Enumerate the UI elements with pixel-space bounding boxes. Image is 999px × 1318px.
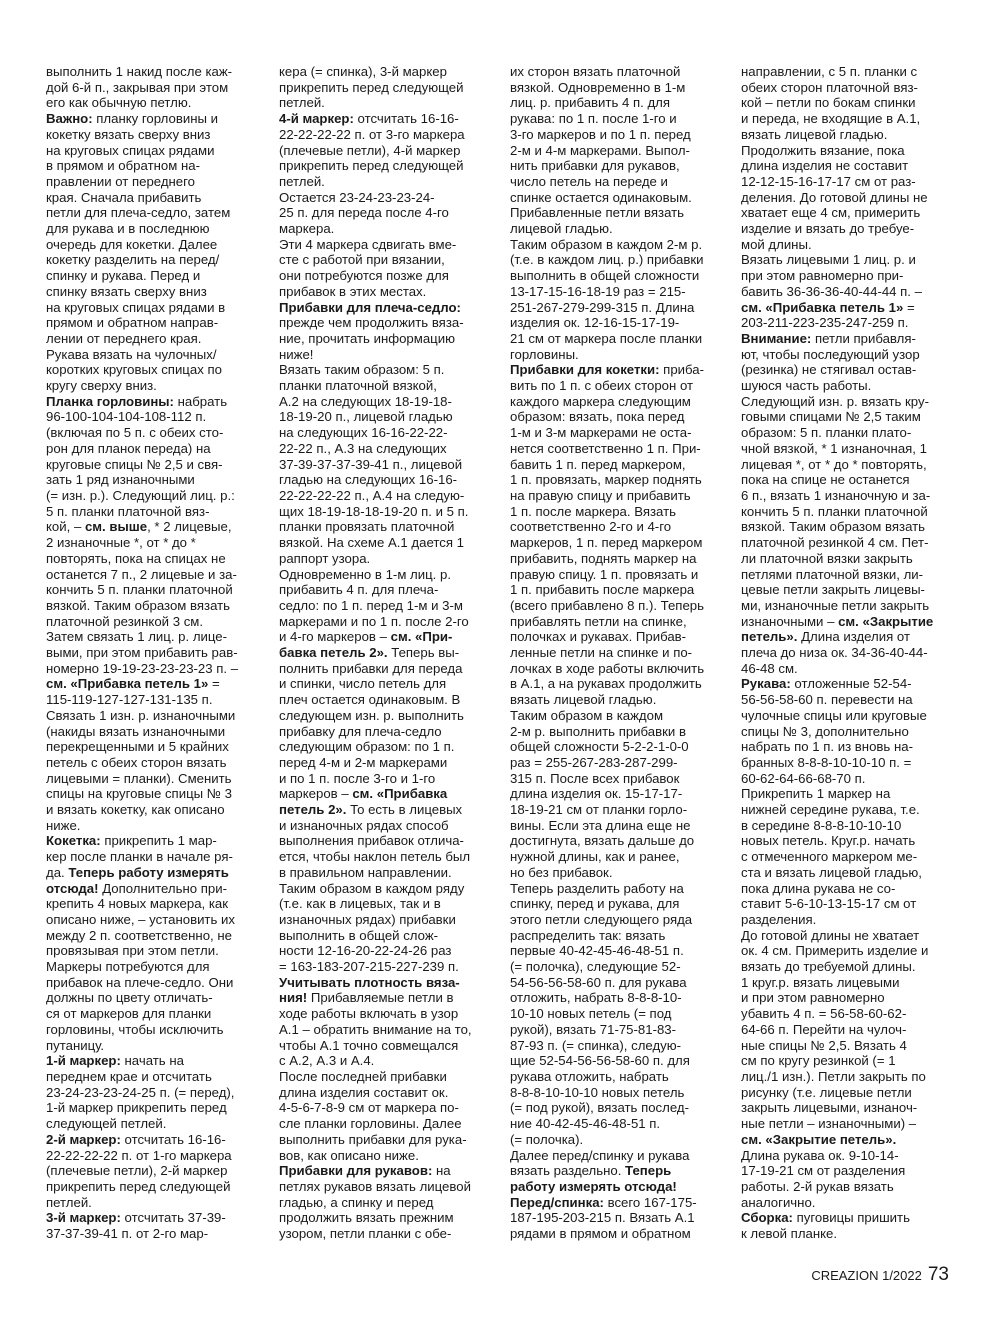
paragraph-text: петли прибавля- ют, чтобы последующий узор (резинка) не стягивал остав- шуюся часть работы. [741,330,920,394]
bold-heading: Перед/спинка: [510,1194,604,1210]
bold-heading: см. «При- бавка петель 2». [279,629,453,661]
paragraph-text: Следующий изн. р. вязать кру- говыми спицами № 2,5 таким образом: 5 п. планки плато- чной вязкой, * 1 изнаночная, 1 лицевая *, от * до * повторять, пока на спице не останется 6 п., вязать 1 изнаночную и за- кончить 5 п. планки платочной вязкой. Таким образом вязать платочной резинкой 4 см. Пет- ли платочной вязки закрыть петлями платочной вязки, ли- цевые петли закрыть лицевы- ми, изнаночные петли закрыть изнаночными – [741,393,931,629]
magazine-issue: CREAZION 1/2022 [811,1268,922,1283]
paragraph [279,1069,497,1163]
paragraph [741,786,959,927]
paragraph-text: направлении, с 5 п. планки с обеих сторон платочной вяз- кой – петли по бокам спинки и переда, не входящие в А.1, вязать лицевой гладью. [741,64,921,142]
paragraph-text: выполнить 1 накид после каж- дой 6-й п., закрывая при этом его как обычную петлю. [46,64,233,111]
paragraph [279,362,497,566]
bold-heading: см. «Закрытие петель». [741,613,934,645]
paragraph-text: начать на переднем крае и отсчитать 23-24-23-23-24-25 п. (= перед), 1-й маркер прикрепить перед следующей петлей. [46,1053,235,1132]
paragraph [510,362,728,707]
bold-heading: Прибавки для рукавов: [279,1163,433,1179]
paragraph-text: приба- вить по 1 п. с обеих сторон от каждого маркера следующим образом: вязать, пока перед 1-м и 3-м маркерами не оста- нется соответственно 1 п. При- бавить 1 п. перед маркером, 1 п. провязать, маркер поднять на правую спицу и прибавить 1 п. после маркера. Вязать соответственно 2-го и 4-го маркеров, 1 п. перед маркером прибавить, поднять маркер на правую спицу. 1 п. провязать и 1 п. прибавить после маркера (всего прибавлено 8 п.). Теперь прибавлять петли на спинке, полочках и рукавах. Прибав- ленные петли на спинке и по- лочках в ходе работы включить в А.1, а на рукавах продолжить вязать лицевой гладью. [510,362,705,708]
page-footer [811,1264,949,1286]
paragraph-text: Далее перед/спинку и рукава вязать раздельно. [510,1147,690,1179]
paragraph [741,676,959,786]
paragraph-text: Длина изделия от плеча до низа ок. 34-36-40-44- 46-48 см. [741,629,928,676]
paragraph-text: Прибавляемые петли в ходе работы включать в узор А.1 – обратить внимание на то, чтобы А.1 точно совмещался с А.2, А.3 и А.4. [279,990,472,1069]
paragraph [46,833,264,1053]
bold-heading: Планка горловины: [46,393,174,409]
bold-heading: 4-й маркер: [279,111,354,127]
paragraph-text: После последней прибавки длина изделия составит ок. 4-5-6-7-8-9 см от маркера по- сле планки горловины. Далее выполнить прибавки для рука- вов, как описано ниже. [279,1069,467,1163]
paragraph [279,567,497,975]
bold-heading: Кокетка: [46,833,101,849]
text-column-3 [510,64,728,1269]
paragraph-text: всего 167-175- 187-195-203-215 п. Вязать А.1 рядами в прямом и обратном [510,1194,697,1242]
paragraph [741,1210,959,1241]
paragraph-text: Вязать лицевыми 1 лиц. р. и при этом равномерно при- бавить 36-36-36-40-44-44 п. – [741,252,922,299]
bold-heading: 2-й маркер: [46,1131,121,1147]
paragraph [741,331,959,394]
paragraph [510,237,728,363]
paragraph [279,64,497,111]
paragraph [46,394,264,834]
paragraph [279,300,497,363]
bold-heading: Прибавки для кокетки: [510,362,660,378]
paragraph [279,111,497,190]
paragraph-text: Длина рукава ок. 9-10-14- 17-19-21 см от разделения работы. 2-й рукав вязать аналогично. [741,1147,906,1210]
paragraph-text: отложенные 52-54- 56-56-58-60 п. перевести на чулочные спицы или круговые спицы № 3, дополнительно набрать по 1 п. из вновь на- бранных 8-8-8-10-10-10 п. = 60-62-64-66-68-70 п. [741,676,927,786]
bold-heading: Сборка: [741,1210,793,1226]
paragraph-text: прикрепить 1 мар- кер после планки в начале ря- да. [46,833,233,880]
paragraph-text: Эти 4 маркера сдвигать вме- сте с работой при вязании, они потребуются позже для прибавок в этих местах. [279,236,457,299]
paragraph-text: Продолжить вязание, пока длина изделия не составит 12-12-15-16-17-17 см от раз- деления. До готовой длины не хватает еще 4 см, примерить изделие и вязать до требуе- мой длины. [741,142,928,252]
bold-heading: 3-й маркер: [46,1210,121,1226]
paragraph-text: Одновременно в 1-м лиц. р. прибавить 4 п. для плеча- седло: по 1 п. перед 1-м и 3-м маркерами и по 1 п. после 2-го и 4-го маркеров – [279,566,469,645]
paragraph-text: планку горловины и кокетку вязать сверху вниз на круговых спицах рядами в прямом и обратном на- правлении от переднего края. Сначала прибавить петли для плеча-седло, затем для рукава и в последнюю очередь для кокетки. Далее кокетку разделить на перед/ спинку и рукава. Перед и спинку вязать сверху вниз на круговых спицах рядами в прямом и обратном направ- лении от переднего края. Рукава вязать на чулочных/ коротких круговых спицах по кругу сверху вниз. [46,111,231,394]
bold-heading: см. выше [84,519,148,535]
paragraph-text: , * 2 лицевые, 2 изнаночные *, от * до * повторять, пока на спицах не останется 7 п., 2 лицевые и за- кончить 5 п. планки платочной вязкой. Таким образом вязать платочной резинкой 3 см. Затем связать 1 лиц. р. лице- выми, при этом прибавить рав- номерно 19-19-23-23-23-23 п. – [46,519,239,676]
paragraph [46,1210,264,1241]
paragraph-text: отсчитать 16-16- 22-22-22-22 п. от 1-го маркера (плечевые петли), 2-й маркер прикрепить перед следующей петлей. [46,1131,232,1210]
paragraph [510,1148,728,1195]
paragraph [741,64,959,143]
bold-heading: Важно: [46,111,93,127]
bold-heading: см. «Прибавка петель 1» [741,299,904,315]
paragraph-text: на петлях рукавов вязать лицевой гладью, а спинку и перед продолжить вязать прежним узором, петли планки с обе- [279,1163,471,1242]
paragraph [46,111,264,394]
bold-heading: Прибавки для плеча-седло: [279,299,461,315]
paragraph-text: отсчитать 37-39- 37-37-39-41 п. от 2-го мар- [46,1210,226,1242]
paragraph [741,143,959,253]
paragraph [279,190,497,237]
paragraph-text: Остается 23-24-23-23-24- 25 п. для переда после 4-го маркера. [279,189,449,237]
paragraph-text: То есть в лицевых и изнаночных рядах способ выполнения прибавок отлича- ется, чтобы наклон петель был в правильном направлении. Таким образом в каждом ряду (т.е. как в лицевых, так и в изнаночных рядах) прибавки выполнить в общей слож- ности 12-16-20-22-24-26 раз = 163-183-207-215-227-239 п. [279,802,471,975]
paragraph-text: Дополнительно при- крепить 4 новых маркера, как описано ниже, – установить их между 2 п. соответственно, не провязывая при этом петли. Маркеры потребуются для прибавок на плече-седло. Они должны по цвету отличать- ся от маркеров для планки горловины, чтобы исключить путаницу. [46,880,235,1053]
text-column-1 [46,64,264,1269]
paragraph [741,252,959,331]
paragraph [510,64,728,237]
bold-heading: см. «Прибавка петель 1» [46,676,209,692]
paragraph [279,1163,497,1242]
paragraph-text: набрать 96-100-104-104-108-112 п. (включая по 5 п. с обеих сто- рон для планок переда) на круговые спицы № 2,5 и свя- зать 1 ряд изнаночными (= изн. р.). Следующий лиц. р.: 5 п. планки платочной вяз- кой, – [46,393,235,535]
paragraph [510,708,728,881]
bold-heading: Теперь работу измерять отсюда! [510,1163,677,1194]
paragraph-text: Теперь вы- полнить прибавки для переда и спинки, число петель для плеч остается одинаковым. В следующем изн. р. выполнить прибавку для плеча-седло следующим образом: по 1 п. перед 4-м и 2-м маркерами и по 1 п. после 3-го и 1-го маркеров – [279,645,464,802]
paragraph-text: кера (= спинка), 3-й маркер прикрепить перед следующей петлей. [279,64,464,111]
paragraph [510,1195,728,1242]
paragraph [279,237,497,300]
paragraph-text: Прикрепить 1 маркер на нижней середине рукава, т.е. в середине 8-8-8-10-10-10 новых петель. Круг.р. начать с отмеченного маркером ме- ста и вязать лицевой гладью, пока длина рукава не со- ставит 5-6-10-13-15-17 см от разделения. [741,786,922,927]
paragraph-text: Теперь разделить работу на спинку, перед и рукава, для этого петли следующего ряда распределить так: вязать первые 40-42-45-46-48-51 п. (= полочка), следующие 52- 54-56-56-58-60 п. для рукава отложить, набрать 8-8-8-10- 10-10 новых петель (= под рукой), вязать 71-75-81-83- 87-93 п. (= спинка), следую- щие 52-54-56-56-58-60 п. для рукава отложить, набрать 8-8-8-10-10-10 новых петель (= под рукой), вязать послед- ние 40-42-45-46-48-51 п. (= полочка). [510,880,693,1147]
bold-heading: 1-й маркер: [46,1053,121,1069]
paragraph-text: = 203-211-223-235-247-259 п. [741,299,915,331]
paragraph [741,394,959,677]
page-number: 73 [927,1264,949,1285]
paragraph-text: отсчитать 16-16- 22-22-22-22 п. от 3-го маркера (плечевые петли), 4-й маркер прикрепить перед следующей петлей. [279,111,465,189]
paragraph-text: Таким образом в каждом 2-м р. (т.е. в каждом лиц. р.) прибавки выполнить в общей сложности 13-17-15-16-18-19 раз = 215- 251-267-279-299-315 п. Длина изделия ок. 12-16-15-17-19- 21 см от маркера после планки горловины. [510,236,704,362]
text-column-4 [741,64,959,1269]
bold-heading: Теперь работу измерять отсюда! [46,864,229,896]
paragraph [46,1053,264,1132]
paragraph [46,64,264,111]
paragraph-text: прежде чем продолжить вяза- ние, прочитать информацию ниже! [279,315,464,362]
bold-heading: см. «Закрытие петель». [741,1131,897,1147]
bold-heading: Рукава: [741,676,791,692]
paragraph-text: До готовой длины не хватает ок. 4 см. Примерить изделие и вязать до требуемой длины. 1 круг.р. вязать лицевыми и при этом равномерно убавить 4 п. = 56-58-60-62- 64-66 п. Перейти на чулоч- ные спицы № 2,5. Вязать 4 см по кругу резинкой (= 1 лиц./1 изн.). Петли закрыть по рисунку (т.е. лицевые петли закрыть лицевыми, изнаноч- ные петли – изнаночными) – [741,927,929,1132]
paragraph-text: = 115-119-127-127-131-135 п. Связать 1 изн. р. изнаночными (накиды вязать изнаночными перекрещенными и 5 крайних петель с обеих сторон вязать лицевыми = планки). Сменить спицы на круговые спицы № 3 и вязать кокетку, как описано ниже. [46,676,236,833]
paragraph-text: Таким образом в каждом 2-м р. выполнить прибавки в общей сложности 5-2-2-1-0-0 раз = 255-267-283-287-299- 315 п. После всех прибавок длина изделия ок. 15-17-17- 18-19-21 см от планки горло- вины. Если эта длина еще не достигнута, вязать дальше до нужной длины, как и ранее, но без прибавок. [510,707,695,880]
paragraph-text: Вязать таким образом: 5 п. планки платочной вязкой, А.2 на следующих 18-19-18- 18-19-20 п., лицевой гладью на следующих 16-16-22-22- 22-22 п., А.3 на следующих 37-39-37-37-39-41 п., лицевой гладью на следующих 16-16- 22-22-22-22 п., А.4 на следую- щих 18-19-18-18-19-20 п. и 5 п. планки провязать платочной вязкой. На схеме А.1 дается 1 раппорт узора. [279,362,469,566]
paragraph [46,1132,264,1211]
paragraph-text: пуговицы пришить к левой планке. [741,1210,910,1242]
paragraph [510,881,728,1148]
paragraph [741,928,959,1211]
bold-heading: Учитывать плотность вяза- ния! [279,974,460,1006]
paragraph [279,975,497,1069]
paragraph-text: их сторон вязать платочной вязкой. Одновременно в 1-м лиц. р. прибавить 4 п. для рукава: по 1 п. после 1-го и 3-го маркеров и по 1 п. перед 2-м и 4-м маркерами. Выпол- нить прибавки для рукавов, число петель на переде и спинке остается одинаковым. Прибавленные петли вязать лицевой гладью. [510,64,692,237]
text-column-2 [279,64,497,1269]
bold-heading: Внимание: [741,330,812,346]
bold-heading: см. «Прибавка петель 2». [279,786,448,818]
